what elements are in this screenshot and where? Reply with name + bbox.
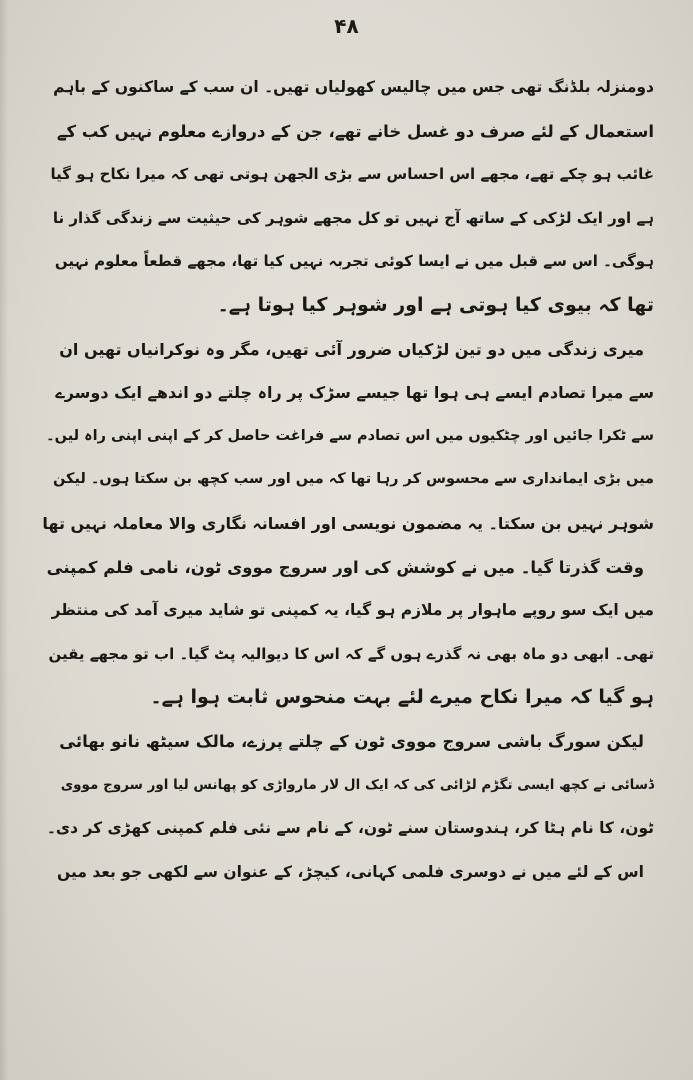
page-number: ۴۸ <box>334 14 359 38</box>
text-line: استعمال کے لئے صرف دو غسل خانے تھے، جن کے دروازے معلوم نہیں کب کے <box>56 121 654 141</box>
text-line: شوہر نہیں بن سکتا۔ یہ مضمون نویسی اور افسانہ نگاری والا معاملہ نہیں تھا <box>42 513 654 533</box>
text-line: ہو گیا کہ میرا نکاح میرے لئے بہت منحوس ثابت ہوا ہے۔ <box>150 686 654 709</box>
text-line: تھا کہ بیوی کیا ہوتی ہے اور شوہر کیا ہوتا ہے۔ <box>217 293 654 316</box>
text-line: سے ٹکرا جائیں اور چٹکیوں میں اس تصادم سے فراغت حاصل کر کے اپنی اپنی راہ لیں۔ <box>46 427 654 444</box>
text-line: ہے اور ایک لڑکی کے ساتھ آج نہیں تو کل مجھے شوہر کی حیثیت سے زندگی گذار نا <box>52 208 654 227</box>
text-line: دومنزلہ بلڈنگ تھی جس میں چالیس کھولیاں تھیں۔ ان سب کے ساکنوں کے باہم <box>53 78 654 96</box>
text-line: غائب ہو چکے تھے، مجھے اس احساس سے بڑی الجھن ہوتی تھی کہ میرا نکاح ہو گیا <box>50 165 654 184</box>
text-line: لیکن سورگ باشی سروج مووی ٹون کے چلتے پرزے، مالک سیٹھ نانو بھائی <box>59 731 644 751</box>
text-line: سے میرا تصادم ایسے ہی ہوا تھا جیسے سڑک پر راہ چلتے دو اندھے ایک دوسرے <box>55 383 654 403</box>
text-line: ڈسائی نے کچھ ایسی تگڑم لڑائی کی کہ ایک ال لار مارواڑی کو پھانس لیا اور سروج مووی <box>60 776 654 793</box>
text-line: میری زندگی میں دو تین لڑکیاں ضرور آئی تھیں، مگر وہ نوکرانیاں تھیں ان <box>59 339 644 359</box>
text-line: ہوگی۔ اس سے قبل میں نے ایسا کوئی تجربہ نہیں کیا تھا، مجھے قطعاً معلوم نہیں <box>54 252 654 271</box>
text-line: اس کے لئے میں نے دوسری فلمی کہانی، کیچڑ، کے عنوان سے لکھی جو بعد میں <box>57 862 644 881</box>
body-text <box>42 66 654 894</box>
page-edge-shadow <box>0 0 8 1080</box>
text-line: وقت گذرتا گیا۔ میں نے کوشش کی اور سروج مووی ٹون، نامی فلم کمپنی <box>46 557 644 577</box>
text-line: میں بڑی ایمانداری سے محسوس کر رہا تھا کہ میں اور سب کچھ بن سکتا ہوں۔ لیکن <box>52 471 654 488</box>
text-line: میں ایک سو روپے ماہوار پر ملازم ہو گیا، یہ کمپنی تو شاید میری آمد کی منتظر <box>51 601 654 620</box>
text-line: تھی۔ ابھی دو ماہ بھی نہ گذرے ہوں گے کہ اس کا دیوالیہ پٹ گیا۔ اب تو مجھے یقین <box>48 644 654 663</box>
text-line: ٹون، کا نام ہٹا کر، ہندوستان سنے ٹون، کے نام سے نئی فلم کمپنی کھڑی کر دی۔ <box>46 819 654 838</box>
